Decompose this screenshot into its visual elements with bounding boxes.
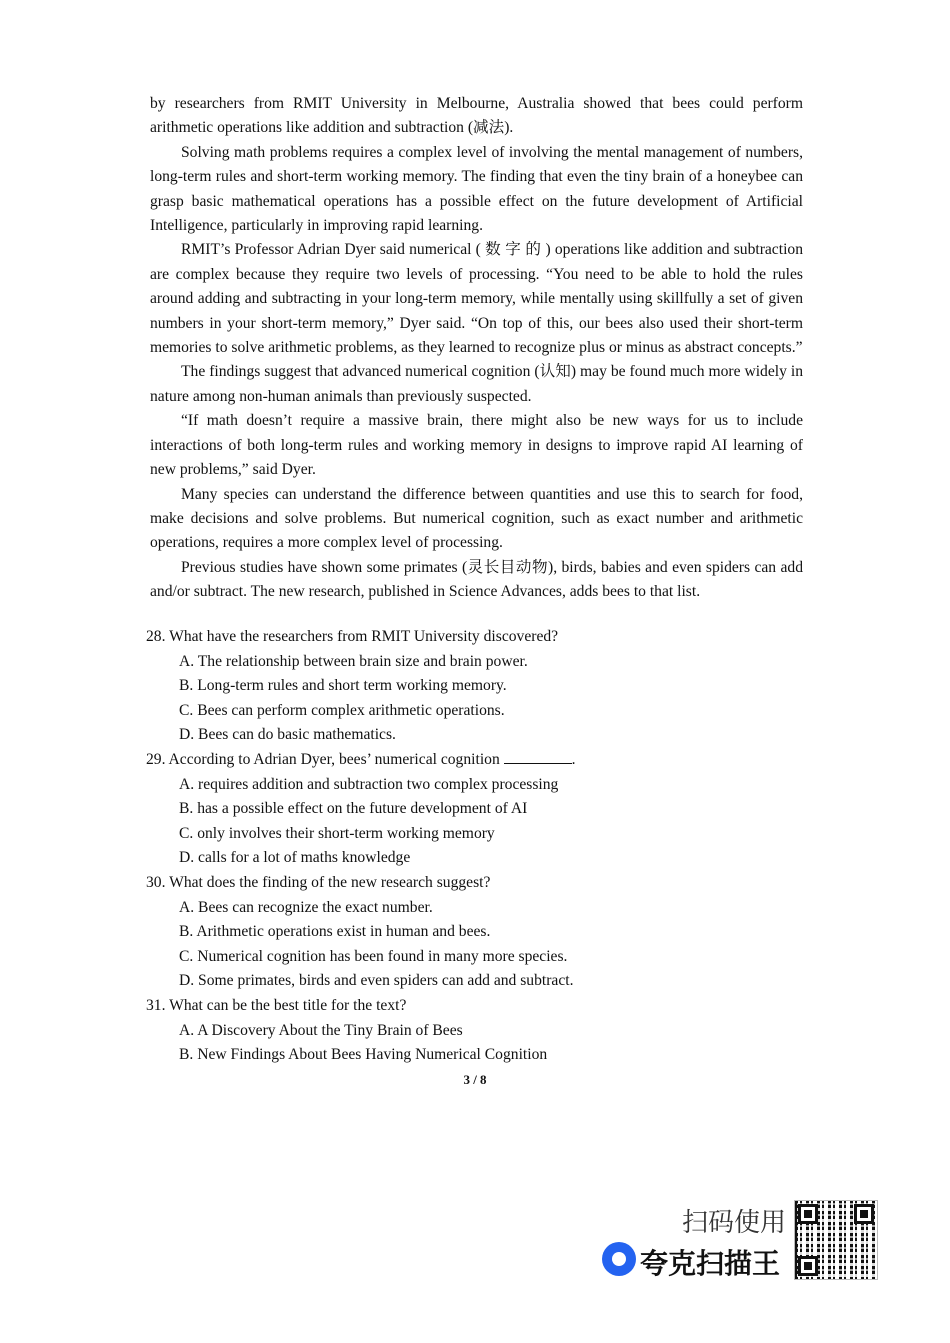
paragraph: Previous studies have shown some primates (灵长目动物), birds, babies and even spiders can add and/or subtract. The new research, published in Science Advances, adds bees to that list. xyxy=(150,558,803,601)
question-option: A. A Discovery About the Tiny Brain of Bees xyxy=(179,1021,463,1039)
question-option: D. Bees can do basic mathematics. xyxy=(179,726,396,744)
brand-name: 夸克扫描王 xyxy=(640,1247,781,1280)
qr-finder-icon xyxy=(798,1204,818,1224)
paragraph: The findings suggest that advanced numerical cognition (认知) may be found much more widely in nature among non-human animals than previously suspected. xyxy=(150,363,803,405)
question-option: A. The relationship between brain size and brain power. xyxy=(179,652,528,670)
quark-logo-icon xyxy=(602,1242,636,1276)
qr-code-icon xyxy=(794,1200,878,1280)
paragraph: Solving math problems requires a complex level of involving the mental management of numbers, long-term rules and short-term working memory. The finding that even the tiny brain of a honeybee can grasp basic mathematical operations has a possible effect on the future development of Artificial Intelligence, particularly in improving rapid learning. xyxy=(150,143,803,235)
scan-use-label: 扫码使用 xyxy=(682,1208,787,1238)
question-stem: 28. What have the researchers from RMIT University discovered? xyxy=(146,628,559,645)
question-option: B. Long-term rules and short term working memory. xyxy=(179,677,507,695)
paragraph: RMIT’s Professor Adrian Dyer said numerical ( 数 字 的 ) operations like addition and subtraction are complex because they require two levels of processing. “You need to be able to hold the rules around adding and subtracting in your long-term memory, while mentally using skillfully a set of given numbers in your short-term memory,” Dyer said. “On top of this, our bees also used their short-term memories to solve arithmetic problems, as they learned to recognize plus or minus as abstract concepts.” xyxy=(150,241,803,357)
paragraph: Many species can understand the difference between quantities and use this to search for food, make decisions and solve problems. But numerical cognition, such as exact number and arithmetic operations, requires a more complex level of processing. xyxy=(150,485,803,552)
question-stem: 31. What can be the best title for the text? xyxy=(146,996,407,1014)
question-option: D. Some primates, birds and even spiders can add and subtract. xyxy=(179,972,574,990)
question-stem-end: . xyxy=(571,750,576,768)
question-option: B. New Findings About Bees Having Numerical Cognition xyxy=(179,1046,548,1064)
question-option: A. Bees can recognize the exact number. xyxy=(179,898,433,916)
question-option: C. Numerical cognition has been found in many more species. xyxy=(179,947,568,965)
page-number: 3 / 8 xyxy=(463,1072,487,1087)
question-option: D. calls for a lot of maths knowledge xyxy=(179,849,411,867)
question-list xyxy=(146,625,806,1068)
question-option: C. only involves their short-term working memory xyxy=(179,824,495,842)
question-stem-text: 29. According to Adrian Dyer, bees’ numerical cognition xyxy=(146,750,500,768)
paragraph: by researchers from RMIT University in Melbourne, Australia showed that bees could perform arithmetic operations like addition and subtraction (减法). xyxy=(150,95,803,137)
qr-finder-icon xyxy=(798,1256,818,1276)
article-text xyxy=(150,92,803,605)
question-option: A. requires addition and subtraction two complex processing xyxy=(179,775,559,793)
question-stem xyxy=(146,748,806,773)
question-option: C. Bees can perform complex arithmetic operations. xyxy=(179,701,505,719)
answer-blank xyxy=(504,751,572,764)
question-stem: 30. What does the finding of the new research suggest? xyxy=(146,873,491,891)
question-option: B. has a possible effect on the future development of AI xyxy=(179,800,528,818)
qr-finder-icon xyxy=(854,1204,874,1224)
paragraph: “If math doesn’t require a massive brain, there might also be new ways for us to include interactions of both long-term rules and working memory in designs to improve rapid AI learning of new problems,” said Dyer. xyxy=(150,412,803,479)
question-option: B. Arithmetic operations exist in human and bees. xyxy=(179,923,491,941)
